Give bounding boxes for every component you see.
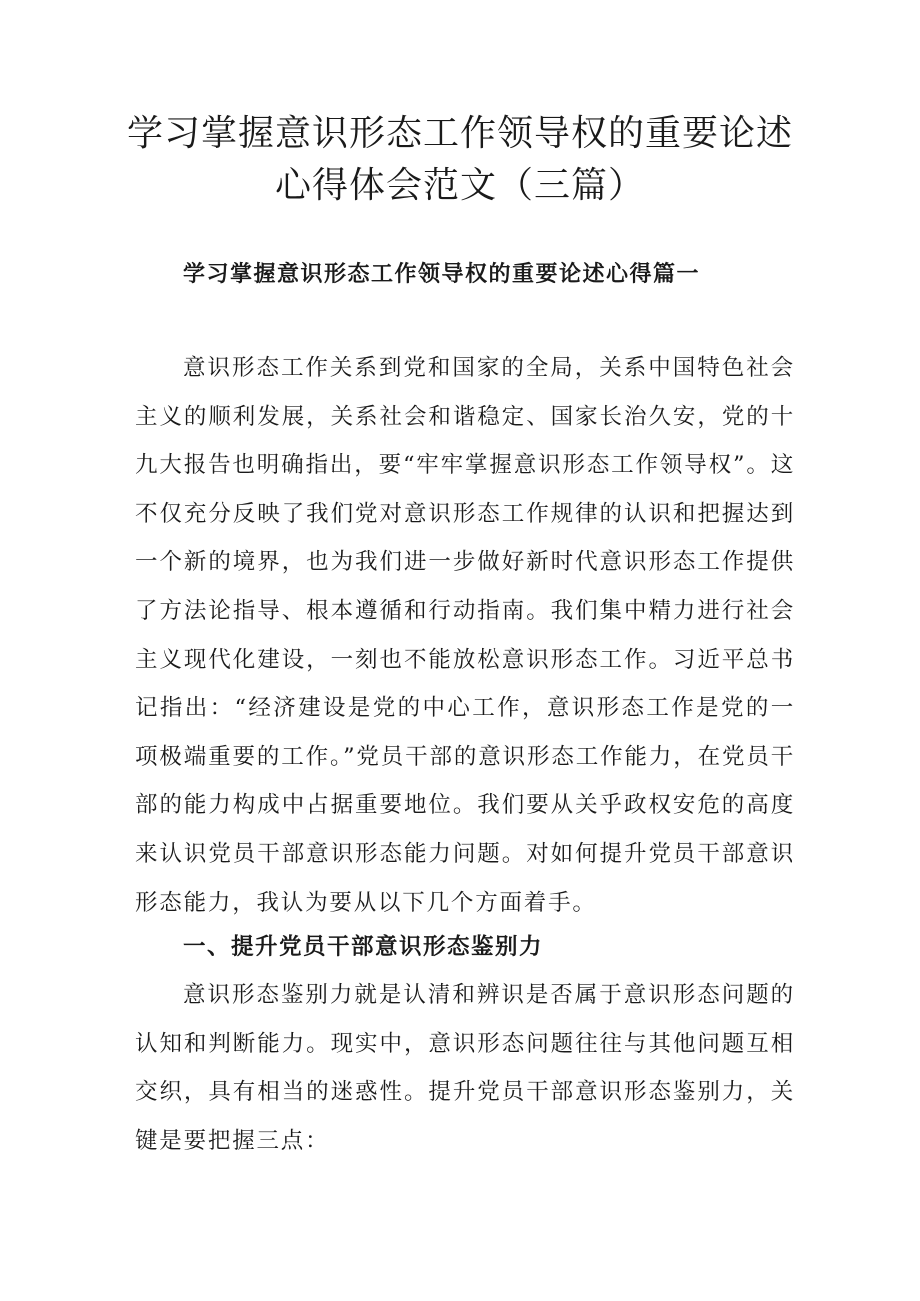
document-title-line-2: 心得体会范文（三篇） — [274, 165, 645, 206]
body-paragraph-1: 意识形态工作关系到党和国家的全局，关系中国特色社会主义的顺利发展，关系社会和谐稳定、国家长治久安，党的十九大报告也明确指出，要“牢牢掌握意识形态工作领导权”。这不仅充分反映了我们党对意识形态工作规律的认识和把握达到一个新的境界，也为我们进一步做好新时代意识形态工作提供了方法论指导、根本遵循和行动指南。我们集中精力进行社会主义现代化建设，一刻也不能放松意识形态工作。习近平总书记指出：“经济建设是党的中心工作，意识形态工作是党的一项极端重要的工作。”党员干部的意识形态工作能力，在党员干部的能力构成中占据重要地位。我们要从关乎政权安危的高度来认识党员干部意识形态能力问题。对如何提升党员干部意识形态能力，我认为要从以下几个方面着手。 — [135, 355, 795, 916]
body-paragraph-2: 意识形态鉴别力就是认清和辨识是否属于意识形态问题的认知和判断能力。现实中，意识形态问题往往与其他问题互相交织，具有相当的迷惑性。提升党员干部意识形态鉴别力，关键是要把握三点： — [135, 982, 795, 1154]
document-title-line-1: 学习掌握意识形态工作领导权的重要论述 — [126, 113, 793, 154]
section-title: 学习掌握意识形态工作领导权的重要论述心得篇一 — [183, 261, 701, 287]
subheading-1: 一、提升党员干部意识形态鉴别力 — [183, 934, 544, 960]
document-title — [0, 108, 920, 212]
